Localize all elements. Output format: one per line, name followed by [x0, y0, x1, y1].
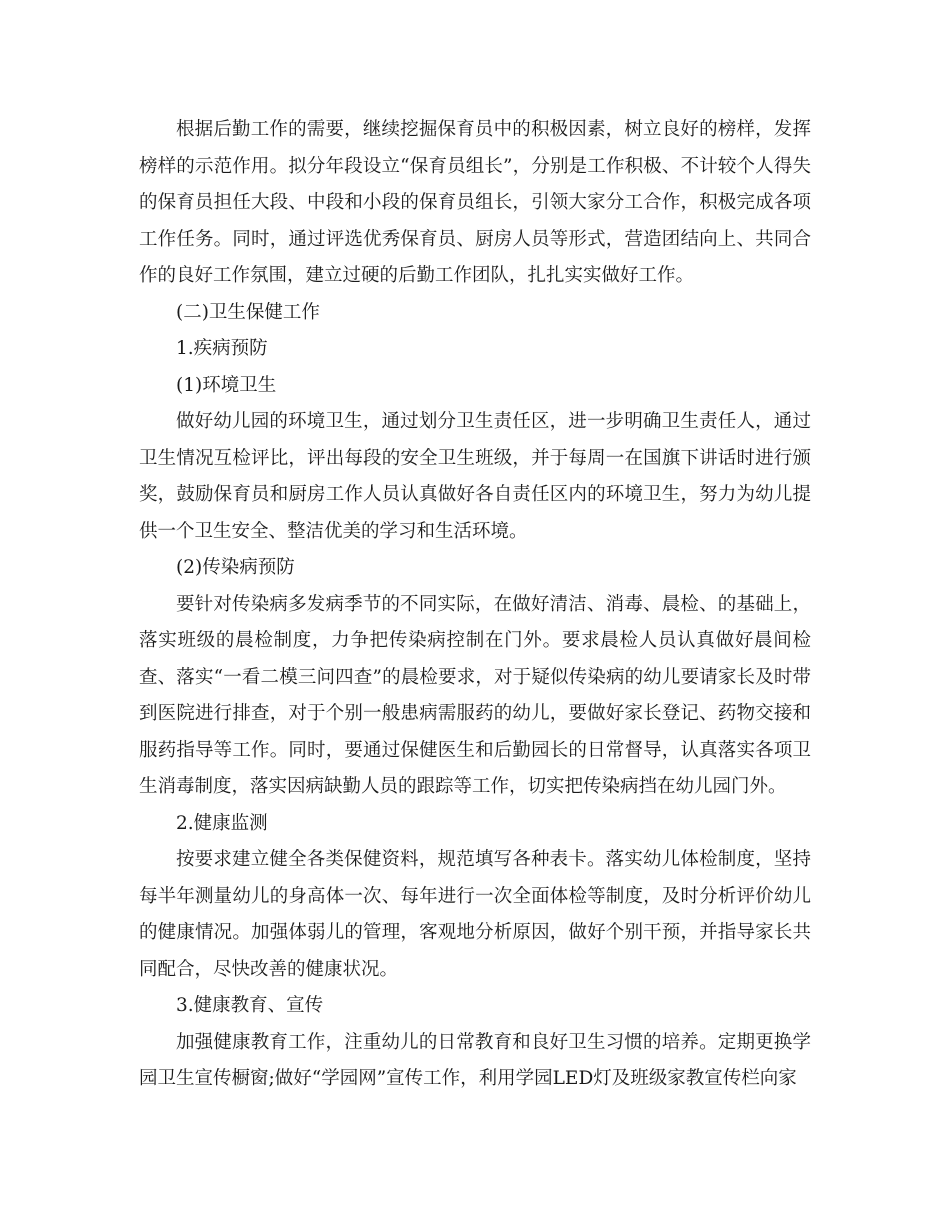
para-health-monitoring: 按要求建立健全各类保健资料，规范填写各种表卡。落实幼儿体检制度，坚持每半年测量幼儿的身高体一次、每年进行一次全面体检等制度，及时分析评价幼儿的健康情况。加强体弱儿的管理，客观地分析原因，做好个别干预，并指导家长共同配合，尽快改善的健康状况。 — [139, 849, 811, 980]
document-body — [139, 112, 811, 1098]
para-health-education: 加强健康教育工作，注重幼儿的日常教育和良好卫生习惯的培养。定期更换学园卫生宣传橱窗;做好“学园网”宣传工作，利用学园LED灯及班级家教宣传栏向家 — [139, 1031, 811, 1089]
heading-health-care: (二)卫生保健工作 — [176, 301, 320, 323]
para-logistics-team: 根据后勤工作的需要，继续挖掘保育员中的积极因素，树立良好的榜样，发挥榜样的示范作用。拟分年段设立“保育员组长”，分别是工作积极、不计较个人得失的保育员担任大段、中段和小段的保育员组长，引领大家分工合作，积极完成各项工作任务。同时，通过评选优秀保育员、厨房人员等形式，营造团结向上、共同合作的良好工作氛围，建立过硬的后勤工作团队，扎扎实实做好工作。 — [139, 119, 811, 286]
heading-environment-hygiene: (1)环境卫生 — [176, 374, 277, 396]
heading-health-education: 3.健康教育、宣传 — [176, 995, 324, 1016]
heading-disease-prevention: 1.疾病预防 — [176, 338, 268, 359]
heading-infectious-disease: (2)传染病预防 — [176, 557, 295, 578]
heading-health-monitoring: 2.健康监测 — [176, 812, 268, 834]
para-infectious-disease: 要针对传染病多发病季节的不同实际，在做好清洁、消毒、晨检、的基础上，落实班级的晨检制度，力争把传染病控制在门外。要求晨检人员认真做好晨间检查、落实“一看二模三问四查”的晨检要求，对于疑似传染病的幼儿要请家长及时带到医院进行排查，对于个别一般患病需服药的幼儿，要做好家长登记、药物交接和服药指导等工作。同时，要通过保健医生和后勤园长的日常督导，认真落实各项卫生消毒制度，落实因病缺勤人员的跟踪等工作，切实把传染病挡在幼儿园门外。 — [139, 593, 811, 797]
para-environment-hygiene: 做好幼儿园的环境卫生，通过划分卫生责任区，进一步明确卫生责任人，通过卫生情况互检评比，评出每段的安全卫生班级，并于每周一在国旗下讲话时进行颁奖，鼓励保育员和厨房工作人员认真做好各自责任区内的环境卫生，努力为幼儿提供一个卫生安全、整洁优美的学习和生活环境。 — [139, 411, 811, 542]
